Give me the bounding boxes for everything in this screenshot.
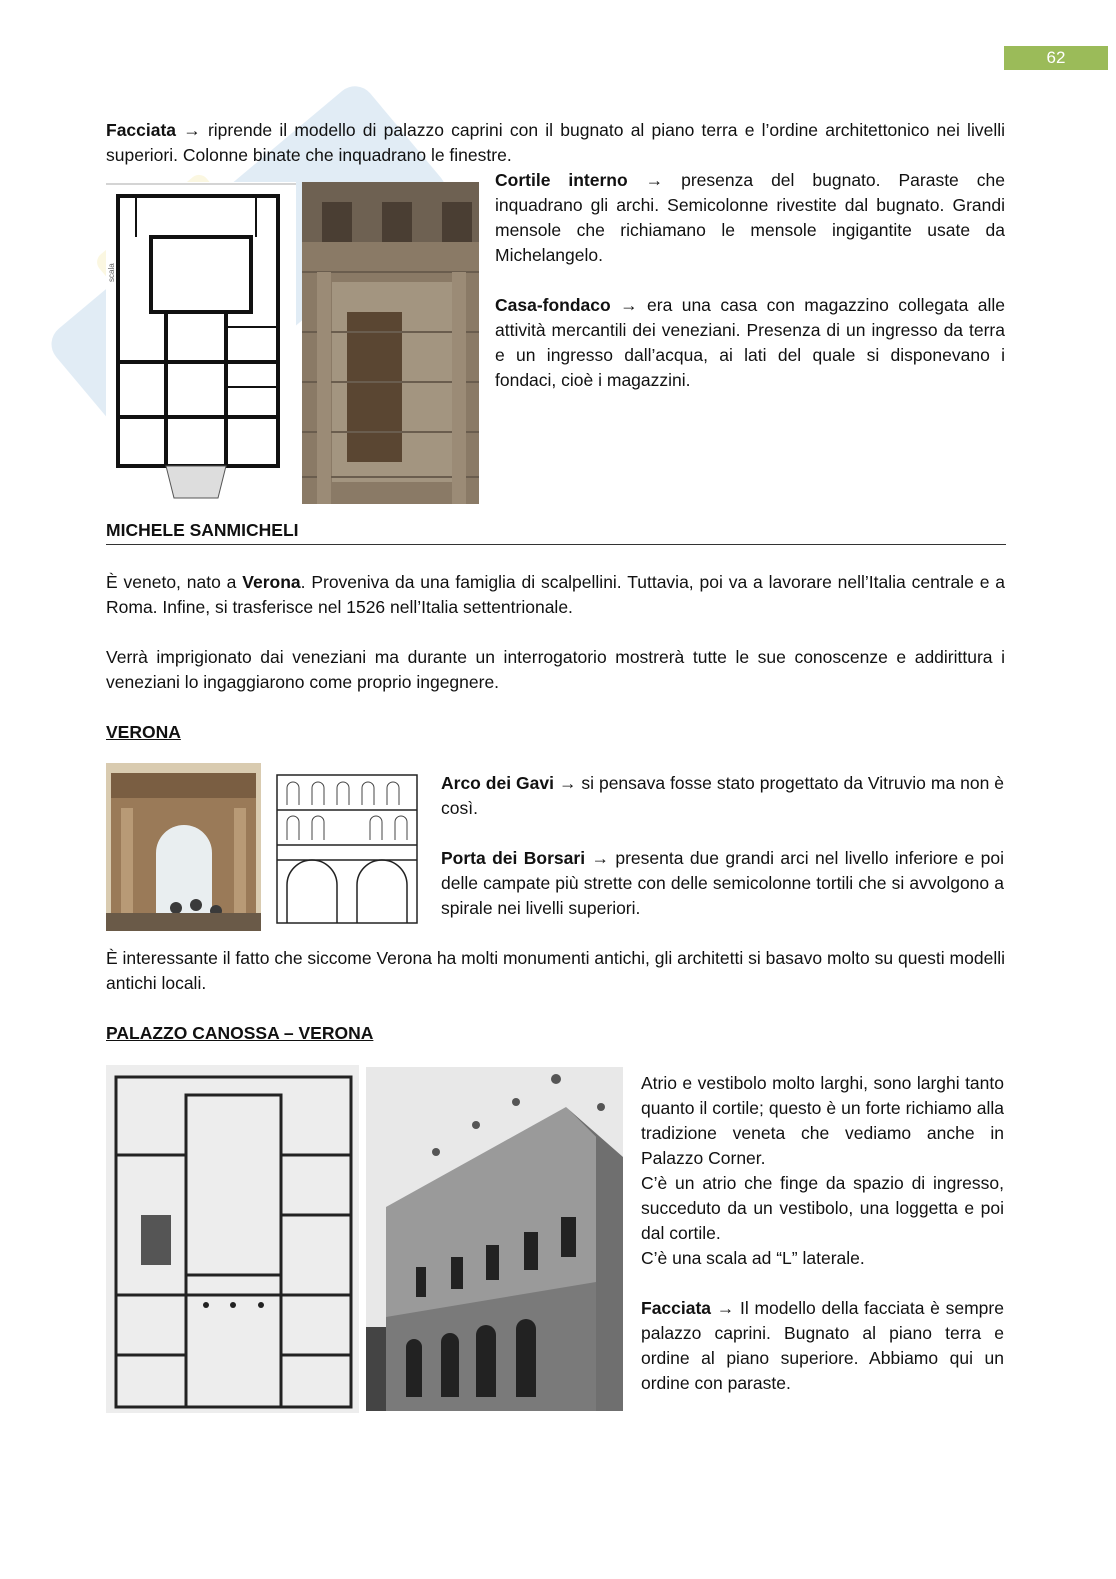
porta-dei-borsari-drawing [272,770,422,928]
sanmicheli-p1-after: . Proveniva da una famiglia di scalpellini. Tuttavia, poi va a lavorare nell’Italia centrale e a Roma. Infine, si trasferisce nel 1526 nell’Italia settentrionale. [106,572,1006,617]
casa-fondaco-label: Casa-fondaco [495,295,611,315]
canossa-facciata-paragraph [641,1296,1004,1396]
arco-text: si pensava fosse stato progettato da Vitruvio ma non è così. [441,773,1004,818]
facade-photo [302,182,479,504]
canossa-paragraph-3: C’è una scala ad “L” laterale. [641,1248,865,1268]
facciata-text: riprende il modello di palazzo caprini con il bugnato al piano terra e l’ordine architettonico nei livelli superiori. Colonne binate che inquadrano le finestre. [106,120,1005,165]
arrow-icon: → [716,1298,735,1318]
arco-label: Arco dei Gavi [441,773,554,793]
intro-paragraph [106,118,1005,168]
canossa-facciata-label: Facciata [641,1298,712,1318]
cortile-label: Cortile interno [495,170,628,190]
section-divider [106,544,1006,545]
arrow-icon: → [645,170,664,190]
canossa-paragraph-1: Atrio e vestibolo molto larghi, sono larghi tanto quanto il cortile; questo è un forte richiamo alla tradizione veneta che vediamo anche in Palazzo Corner. [641,1073,1004,1168]
page-number: 62 [1004,46,1108,70]
facciata-label: Facciata [106,120,177,140]
svg-text:scala: scala [107,263,116,282]
floor-plan-image [106,182,296,500]
porta-text: presenta due grandi arci nel livello inferiore e poi delle campate più strette con delle semicolonne tortili che si avvolgono a spirale nei livelli superiori. [441,848,1004,918]
sanmicheli-p1-before: È veneto, nato a [106,572,243,592]
cortile-paragraph [495,168,1005,268]
canossa-facciata-text: Il modello della facciata è sempre palazzo caprini. Bugnato al piano terra e ordine al piano superiore. Abbiamo qui un ordine con paraste. [641,1298,1004,1393]
arrow-icon: → [558,773,577,793]
cortile-text: presenza del bugnato. Paraste che inquadrano gli archi. Semicolonne rivestite dal bugnato. Grandi mensole che richiamano le mensole ingigantite usate da Michelangelo. [495,170,1005,265]
canossa-paragraph-2: C’è un atrio che finge da spazio di ingresso, succeduto da un vestibolo, una loggetta e poi dal cortile. [641,1173,1004,1243]
arrow-icon: → [591,848,609,868]
sanmicheli-paragraph-2: Verrà imprigionato dai veneziani ma durante un interrogatorio mostrerà tutte le sue conoscenze e addirittura i veneziani lo ingaggiarono come proprio ingegnere. [106,647,1005,692]
canossa-heading: PALAZZO CANOSSA – VERONA [106,1023,374,1043]
sanmicheli-heading: MICHELE SANMICHELI [106,520,299,540]
arrow-icon: → [183,120,201,140]
casa-fondaco-paragraph [495,293,1005,393]
verona-note: È interessante il fatto che siccome Verona ha molti monumenti antichi, gli architetti si basavo molto su questi modelli antichi locali. [106,948,1005,993]
arrow-icon: → [620,295,638,315]
verona-heading: VERONA [106,722,181,742]
sanmicheli-paragraph-1 [106,570,1005,620]
porta-label: Porta dei Borsari [441,848,586,868]
arco-paragraph [441,771,1004,821]
arco-dei-gavi-photo [106,763,261,931]
canossa-floor-plan [106,1065,359,1413]
canossa-facade-photo [366,1067,623,1411]
porta-paragraph [441,846,1004,921]
verona-bold: Verona [242,572,301,592]
casa-fondaco-text: era una casa con magazzino collegata alle attività mercantili dei veneziani. Presenza di un ingresso da terra e un ingresso dall’acqua, ai lati del quale si disponevano i fondaci, cioè i magazzini. [495,295,1005,390]
